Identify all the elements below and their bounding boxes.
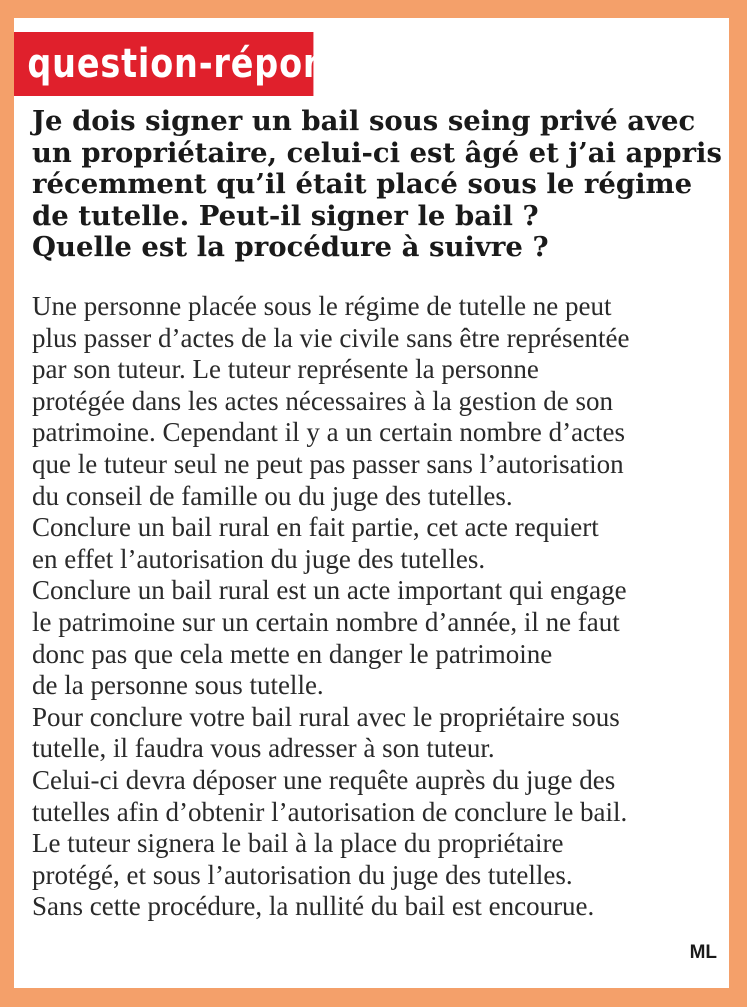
question-line: un propriétaire, celui-ci est âgé et j’ai appris <box>32 136 722 169</box>
answer-line: que le tuteur seul ne peut pas passer sans l’autorisation <box>32 448 624 479</box>
answer-line: donc pas que cela mette en danger le patrimoine <box>32 638 553 669</box>
answer-line: tutelle, il faudra vous adresser à son tuteur. <box>32 733 495 764</box>
answer-line: Sans cette procédure, la nullité du bail est encourue. <box>32 891 595 922</box>
answer-line: en effet l’autorisation du juge des tutelles. <box>32 543 486 574</box>
answer-line: Le tuteur signera le bail à la place du propriétaire <box>32 828 564 859</box>
answer-line: Pour conclure votre bail rural avec le propriétaire sous <box>32 701 620 732</box>
answer-line: protégée dans les actes nécessaires à la gestion de son <box>32 385 614 416</box>
section-tag: question-réponse <box>14 32 313 96</box>
question-line: Je dois signer un bail sous seing privé avec <box>32 105 696 137</box>
question-line: Quelle est la procédure à suivre ? <box>32 231 549 264</box>
answer-line: Conclure un bail rural est un acte important qui engage <box>32 575 627 606</box>
answer-line: le patrimoine sur un certain nombre d’année, il ne faut <box>32 606 620 637</box>
question-heading <box>32 106 722 264</box>
answer-line: plus passer d’actes de la vie civile sans être représentée <box>32 322 630 353</box>
author-signature: ML <box>689 942 717 963</box>
answer-body <box>32 291 722 923</box>
question-line: de tutelle. Peut-il signer le bail ? <box>32 199 539 232</box>
answer-line: par son tuteur. Le tuteur représente la personne <box>32 354 539 385</box>
answer-line: du conseil de famille ou du juge des tutelles. <box>32 480 513 511</box>
answer-line: tutelles afin d’obtenir l’autorisation de conclure le bail. <box>32 796 628 827</box>
article-panel <box>14 18 729 988</box>
answer-line: protégé, et sous l’autorisation du juge des tutelles. <box>32 859 573 890</box>
answer-line: patrimoine. Cependant il y a un certain nombre d’actes <box>32 417 626 448</box>
answer-line: Une personne placée sous le régime de tutelle ne peut <box>32 291 612 321</box>
answer-line: Celui-ci devra déposer une requête auprès du juge des <box>32 764 616 795</box>
answer-line: de la personne sous tutelle. <box>32 670 324 701</box>
question-line: récemment qu’il était placé sous le régime <box>32 168 693 201</box>
answer-line: Conclure un bail rural en fait partie, cet acte requiert <box>32 512 599 543</box>
